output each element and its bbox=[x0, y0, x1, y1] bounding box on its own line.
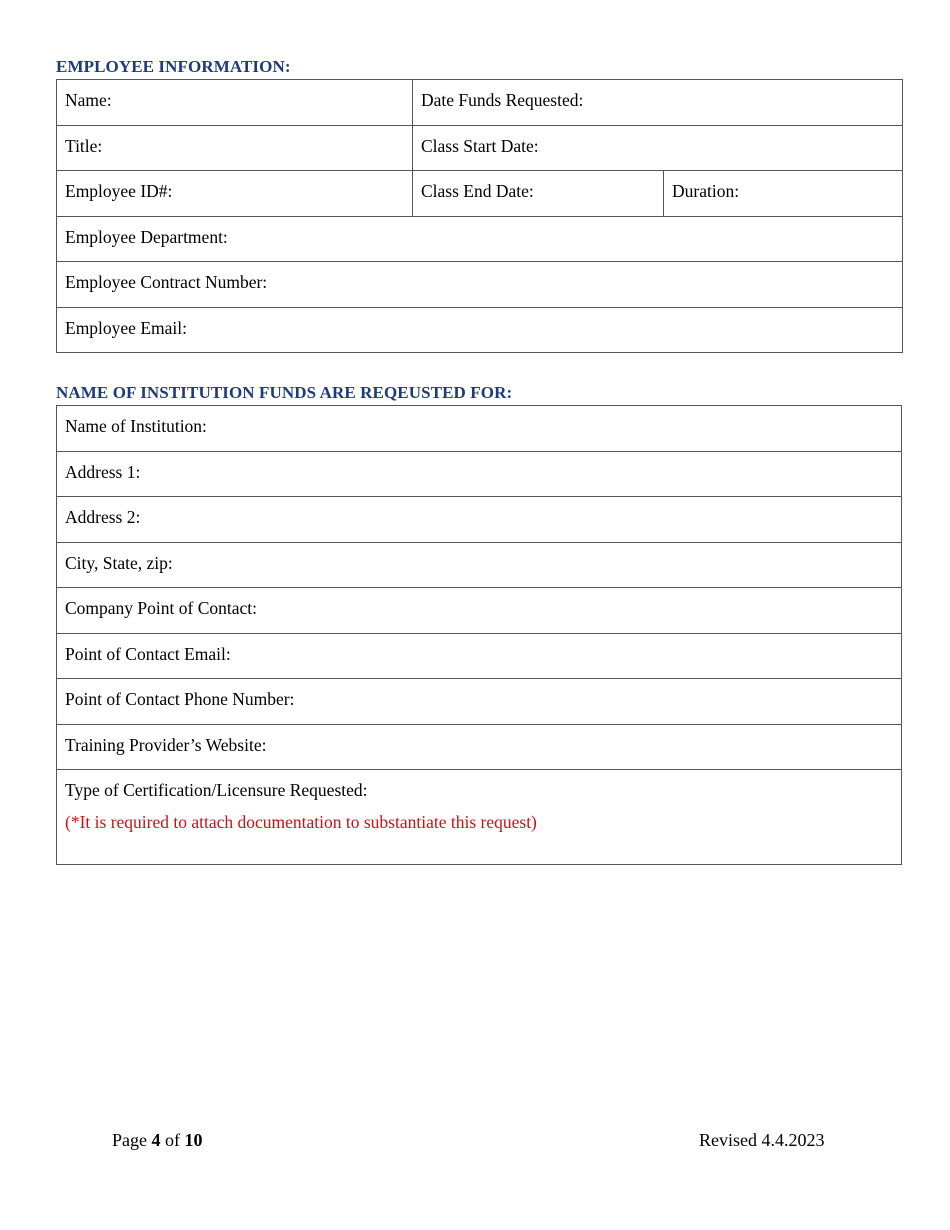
company-point-of-contact-label: Company Point of Contact: bbox=[65, 598, 258, 618]
page-prefix: Page bbox=[112, 1130, 147, 1150]
page-current: 4 bbox=[151, 1130, 161, 1150]
point-of-contact-email-field[interactable] bbox=[57, 633, 902, 679]
class-end-date-label: Class End Date: bbox=[421, 181, 534, 201]
address-2-label: Address 2: bbox=[65, 507, 141, 527]
company-point-of-contact-field[interactable] bbox=[57, 588, 902, 634]
institution-heading: NAME OF INSTITUTION FUNDS ARE REQEUSTED FOR: bbox=[56, 383, 513, 402]
page-total: 10 bbox=[184, 1130, 203, 1150]
table-row bbox=[57, 770, 902, 865]
page-of: of bbox=[165, 1130, 180, 1150]
employee-contract-number-field[interactable] bbox=[57, 262, 903, 308]
table-row bbox=[57, 542, 902, 588]
table-row bbox=[57, 216, 903, 262]
table-row bbox=[57, 171, 903, 217]
table-row bbox=[57, 80, 903, 126]
employee-contract-number-label: Employee Contract Number: bbox=[65, 272, 268, 292]
name-of-institution-label: Name of Institution: bbox=[65, 416, 207, 436]
table-row bbox=[57, 724, 902, 770]
documentation-required-note: (*It is required to attach documentation to substantiate this request) bbox=[65, 812, 537, 832]
title-field[interactable] bbox=[57, 125, 413, 171]
employee-information-table bbox=[56, 79, 903, 353]
point-of-contact-phone-field[interactable] bbox=[57, 679, 902, 725]
table-row bbox=[57, 679, 902, 725]
name-field[interactable] bbox=[57, 80, 413, 126]
page-number bbox=[112, 1130, 203, 1151]
title-label: Title: bbox=[65, 135, 103, 156]
class-start-date-field[interactable] bbox=[413, 125, 903, 171]
employee-id-field[interactable] bbox=[57, 171, 413, 217]
certification-type-field[interactable] bbox=[57, 770, 902, 865]
date-funds-requested-field[interactable] bbox=[413, 80, 903, 126]
duration-field[interactable] bbox=[664, 171, 903, 217]
employee-department-label: Employee Department: bbox=[65, 226, 228, 247]
table-row bbox=[57, 406, 902, 452]
employee-department-field[interactable] bbox=[57, 216, 903, 262]
table-row bbox=[57, 588, 902, 634]
employee-email-field[interactable] bbox=[57, 307, 903, 353]
employee-email-label: Employee Email: bbox=[65, 317, 187, 338]
name-label: Name: bbox=[65, 90, 112, 110]
training-provider-website-field[interactable] bbox=[57, 724, 902, 770]
address-2-field[interactable] bbox=[57, 497, 902, 543]
table-row bbox=[57, 633, 902, 679]
duration-label: Duration: bbox=[672, 181, 740, 201]
table-row bbox=[57, 497, 902, 543]
address-1-label: Address 1: bbox=[65, 461, 141, 482]
point-of-contact-email-label: Point of Contact Email: bbox=[65, 643, 231, 664]
date-funds-requested-label: Date Funds Requested: bbox=[421, 90, 584, 110]
address-1-field[interactable] bbox=[57, 451, 902, 497]
table-row bbox=[57, 451, 902, 497]
certification-type-label: Type of Certification/Licensure Requested: bbox=[65, 780, 368, 800]
table-row bbox=[57, 307, 903, 353]
employee-information-heading: EMPLOYEE INFORMATION: bbox=[56, 57, 291, 76]
employee-id-label: Employee ID#: bbox=[65, 181, 173, 201]
name-of-institution-field[interactable] bbox=[57, 406, 902, 452]
table-row bbox=[57, 262, 903, 308]
class-end-date-field[interactable] bbox=[413, 171, 664, 217]
institution-table bbox=[56, 405, 902, 865]
city-state-zip-label: City, State, zip: bbox=[65, 552, 173, 573]
training-provider-website-label: Training Provider’s Website: bbox=[65, 734, 267, 755]
city-state-zip-field[interactable] bbox=[57, 542, 902, 588]
table-row bbox=[57, 125, 903, 171]
revised-date: Revised 4.4.2023 bbox=[699, 1130, 825, 1150]
point-of-contact-phone-label: Point of Contact Phone Number: bbox=[65, 689, 295, 709]
class-start-date-label: Class Start Date: bbox=[421, 135, 539, 156]
